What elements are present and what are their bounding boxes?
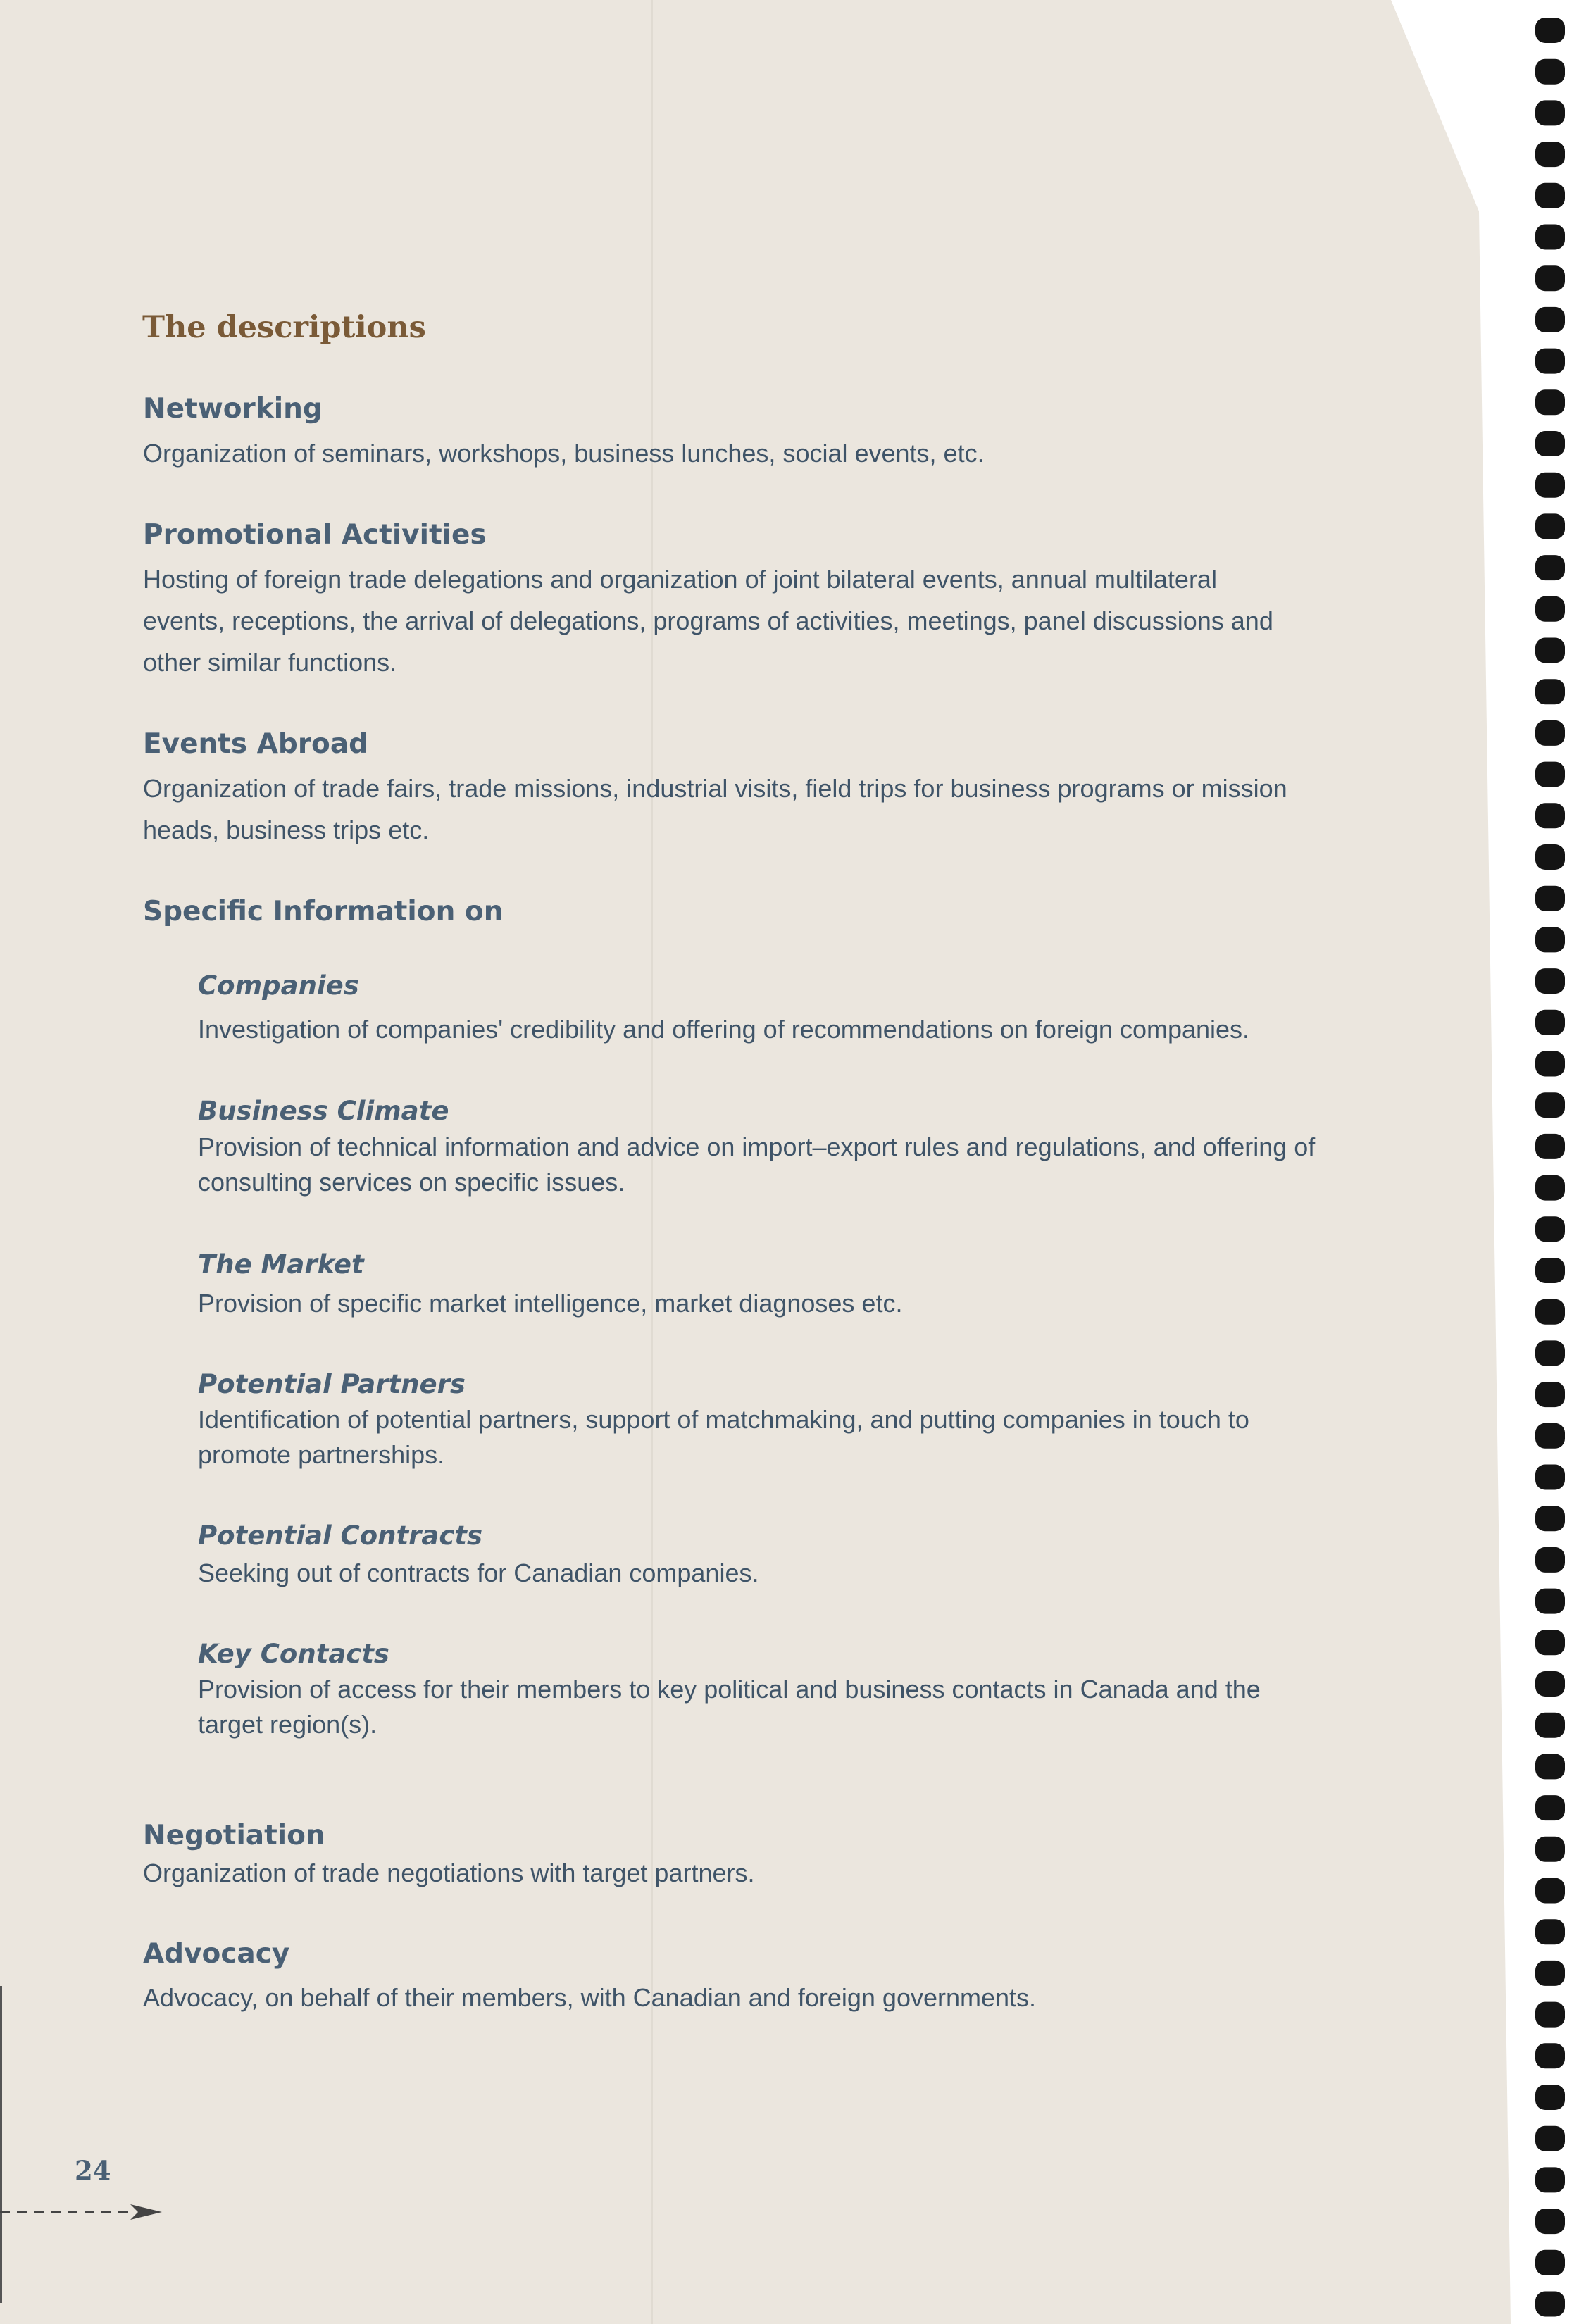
events-abroad-text: Organization of trade fairs, trade missions, industrial visits, field trips for business programs or mission heads, business trips etc.	[143, 774, 1287, 844]
binding-hole	[1535, 1878, 1565, 1904]
advocacy-title: Advocacy	[143, 1938, 290, 1970]
binding-hole	[1535, 596, 1565, 622]
binding-hole	[1535, 473, 1565, 498]
companies-title: Companies	[198, 970, 359, 1001]
binding-hole	[1535, 1465, 1565, 1490]
binding-hole	[1535, 968, 1565, 994]
binding-hole	[1535, 555, 1565, 580]
contracts-title: Potential Contracts	[198, 1520, 483, 1551]
binding-hole	[1535, 1216, 1565, 1242]
binding-hole	[1535, 225, 1565, 250]
spiral-binding-holes	[1535, 18, 1566, 2320]
binding-hole	[1535, 1423, 1565, 1449]
negotiation-title: Negotiation	[143, 1820, 325, 1851]
binding-hole	[1535, 2002, 1565, 2028]
binding-hole	[1535, 142, 1565, 167]
networking-text: Organization of seminars, workshops, business lunches, social events, etc.	[143, 439, 985, 468]
binding-hole	[1535, 1010, 1565, 1035]
binding-hole	[1535, 18, 1565, 43]
binding-hole	[1535, 1092, 1565, 1118]
contacts-title: Key Contacts	[198, 1639, 389, 1669]
partners-text: Identification of potential partners, support of matchmaking, and putting companies in touch to promote partnerships.	[198, 1405, 1249, 1469]
binding-hole	[1535, 307, 1565, 332]
binding-hole	[1535, 1754, 1565, 1779]
binding-hole	[1535, 886, 1565, 911]
contracts-text: Seeking out of contracts for Canadian companies.	[198, 1558, 759, 1587]
binding-hole	[1535, 1630, 1565, 1655]
binding-hole	[1535, 2167, 1565, 2192]
binding-hole	[1535, 100, 1565, 125]
companies-text: Investigation of companies' credibility and offering of recommendations on foreign companies.	[198, 1015, 1250, 1044]
binding-hole	[1535, 1382, 1565, 1407]
binding-hole	[1535, 1175, 1565, 1201]
binding-hole	[1535, 1134, 1565, 1159]
binding-hole	[1535, 513, 1565, 539]
contacts-text: Provision of access for their members to key political and business contacts in Canada and the target region(s).	[198, 1675, 1261, 1739]
binding-hole	[1535, 844, 1565, 870]
binding-hole	[1535, 638, 1565, 663]
networking-title: Networking	[143, 393, 323, 425]
binding-hole	[1535, 2043, 1565, 2068]
binding-hole	[1535, 2250, 1565, 2275]
binding-hole	[1535, 1258, 1565, 1283]
promotional-title: Promotional Activities	[143, 519, 487, 551]
binding-hole	[1535, 927, 1565, 952]
binding-hole	[1535, 1340, 1565, 1366]
binding-hole	[1535, 1919, 1565, 1944]
binding-hole	[1535, 2126, 1565, 2151]
binding-hole	[1535, 1589, 1565, 1614]
binding-hole	[1535, 2292, 1565, 2317]
binding-hole	[1535, 1671, 1565, 1697]
specific-info-title: Specific Information on	[143, 896, 504, 927]
events-abroad-title: Events Abroad	[143, 728, 369, 760]
promotional-text: Hosting of foreign trade delegations and organization of joint bilateral events, annual multilateral events, receptions, the arrival of delegations, programs of activities, meetings, panel discussions and other similar functions.	[143, 565, 1273, 677]
binding-hole	[1535, 1795, 1565, 1820]
binding-hole	[1535, 59, 1565, 85]
page-title: The descriptions	[142, 310, 426, 345]
binding-hole	[1535, 1837, 1565, 1862]
partners-title: Potential Partners	[198, 1369, 466, 1399]
binding-hole	[1535, 720, 1565, 746]
binding-hole	[1535, 265, 1565, 291]
binding-hole	[1535, 2209, 1565, 2234]
binding-hole	[1535, 183, 1565, 208]
binding-hole	[1535, 1961, 1565, 1986]
dashed-arrow-icon	[0, 2197, 169, 2225]
binding-hole	[1535, 803, 1565, 828]
business-climate-title: Business Climate	[198, 1096, 449, 1126]
page-number: 24	[75, 2155, 111, 2186]
binding-hole	[1535, 1713, 1565, 1738]
binding-hole	[1535, 431, 1565, 456]
binding-hole	[1535, 1299, 1565, 1325]
binding-hole	[1535, 349, 1565, 374]
negotiation-text: Organization of trade negotiations with target partners.	[143, 1858, 755, 1887]
market-text: Provision of specific market intelligence, market diagnoses etc.	[198, 1289, 903, 1318]
advocacy-text: Advocacy, on behalf of their members, with Canadian and foreign governments.	[143, 1983, 1037, 2012]
binding-hole	[1535, 1547, 1565, 1573]
binding-hole	[1535, 389, 1565, 415]
binding-hole	[1535, 679, 1565, 704]
binding-hole	[1535, 2085, 1565, 2110]
business-climate-text: Provision of technical information and advice on import–export rules and regulations, and offering of consulting services on specific issues.	[198, 1132, 1316, 1197]
binding-hole	[1535, 762, 1565, 787]
binding-hole	[1535, 1051, 1565, 1077]
market-title: The Market	[198, 1249, 364, 1280]
binding-hole	[1535, 1506, 1565, 1531]
